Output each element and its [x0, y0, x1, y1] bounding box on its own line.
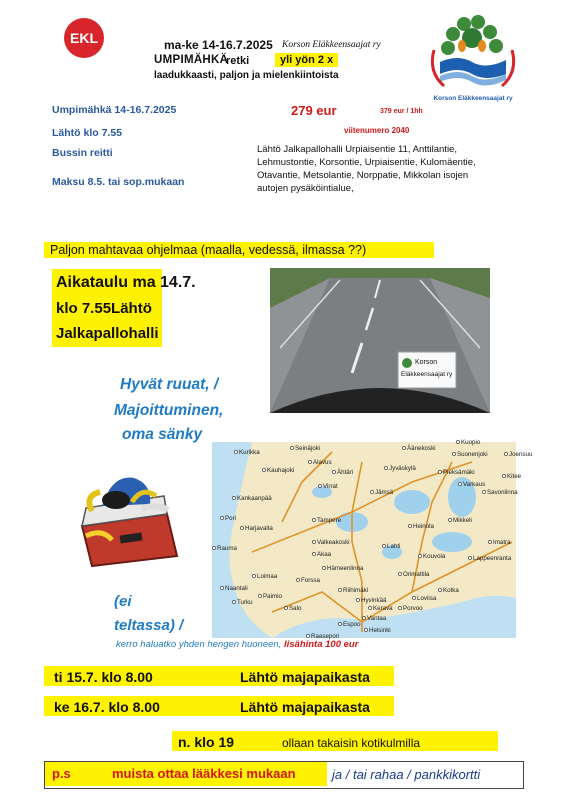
map-city-dot — [418, 554, 421, 557]
bus-route-label: Bussin reitti — [52, 147, 113, 159]
map-city-dot — [338, 622, 341, 625]
map-city-label: Lappeenranta — [473, 555, 512, 562]
map-city-label: Mikkeli — [453, 517, 472, 524]
map-city-dot — [408, 524, 411, 527]
day-2-event: Lähtö majapaikasta — [240, 699, 370, 715]
ekl-logo: EKL — [64, 18, 104, 58]
ps-money-reminder: ja / tai rahaa / pankkikortti — [332, 767, 481, 782]
map-city-dot — [502, 474, 505, 477]
road-photo — [270, 268, 490, 413]
map-city-dot — [332, 470, 335, 473]
map-city-label: Jyväskylä — [389, 465, 416, 472]
map-city-label: Kouvola — [423, 553, 446, 560]
schedule-line-1: Aikataulu ma 14.7. — [56, 274, 196, 291]
map-city-dot — [232, 496, 235, 499]
ps-medicine-reminder: muista ottaa lääkkesi mukaan — [112, 766, 296, 781]
map-city-label: Alavus — [313, 459, 332, 466]
single-room-note — [116, 639, 358, 650]
map-city-label: Seinäjoki — [295, 445, 321, 452]
map-city-label: Kotka — [443, 587, 459, 594]
map-city-label: Paimio — [263, 593, 282, 600]
program-highlight: Paljon mahtavaa ohjelmaa (maalla, vedessä, ilmassa ??) — [44, 242, 434, 258]
map-city-label: Valkeakoski — [317, 539, 350, 546]
benefit-food: Hyvät ruuat, / — [120, 376, 219, 393]
schedule-line-2: klo 7.55Lähtö — [56, 300, 152, 317]
trip-name: Umpimähkä 14-16.7.2025 — [52, 104, 177, 116]
map-city-label: Virrat — [323, 483, 338, 490]
single-room-text: kerro haluatko yhden hengen huoneen, — [116, 639, 282, 650]
map-city-label: Riihimäki — [343, 587, 369, 594]
return-text: ollaan takaisin kotikulmilla — [282, 736, 421, 750]
map-city-dot — [220, 516, 223, 519]
map-city-dot — [364, 628, 367, 631]
map-city-label: Rauma — [217, 545, 237, 552]
map-city-dot — [356, 598, 359, 601]
map-city-dot — [308, 460, 311, 463]
map-city-dot — [368, 606, 371, 609]
map-city-dot — [412, 596, 415, 599]
suitcase-illustration — [72, 456, 187, 571]
map-city-dot — [240, 526, 243, 529]
trip-dates: ma-ke 14-16.7.2025 — [164, 38, 273, 52]
map-city-label: Loimaa — [257, 573, 278, 580]
single-room-extra-price: lisähinta 100 eur — [283, 639, 359, 650]
map-city-label: Forssa — [301, 577, 320, 584]
map-city-dot — [296, 578, 299, 581]
return-time: n. klo 19 — [178, 734, 235, 750]
map-city-label: Heinola — [413, 523, 434, 530]
day-1-time: ti 15.7. klo 8.00 — [54, 669, 153, 685]
map-city-label: Lahti — [387, 543, 401, 550]
map-city-label: Pori — [225, 515, 237, 522]
logo-caption: Korson Eläkkeensaajat ry — [433, 95, 513, 102]
map-city-label: Turku — [237, 599, 253, 606]
map-city-label: Kurikka — [239, 449, 260, 456]
no-tent-line-1: (ei — [114, 593, 132, 610]
map-city-label: Kitee — [507, 473, 522, 480]
benefit-own-bed: oma sänky — [122, 426, 203, 443]
map-city-dot — [448, 518, 451, 521]
map-city-dot — [382, 544, 385, 547]
map-city-label: Suonenjoki — [457, 451, 488, 458]
map-city-dot — [252, 574, 255, 577]
map-city-dot — [438, 470, 441, 473]
map-city-label: Espoo — [343, 621, 361, 628]
map-city-dot — [504, 452, 507, 455]
map-city-label: Harjavalta — [245, 525, 273, 532]
map-city-dot — [362, 616, 365, 619]
map-city-dot — [306, 634, 309, 637]
payment-info: Maksu 8.5. tai sop.mukaan — [52, 176, 185, 188]
map-city-label: Raasepori — [311, 633, 340, 640]
no-tent-line-2: teltassa) / — [114, 617, 184, 634]
map-city-label: Salo — [289, 605, 302, 612]
map-city-dot — [212, 546, 215, 549]
benefit-accommodation: Majoittuminen, — [114, 402, 224, 419]
ps-label: p.s — [52, 766, 71, 781]
organization-name: Korson Eläkkeensaajat ry — [282, 40, 381, 50]
overnight-highlight: yli yön 2 x — [275, 53, 338, 67]
map-city-dot — [452, 452, 455, 455]
reference-number: viitenumero 2040 — [344, 126, 410, 135]
map-city-dot — [262, 468, 265, 471]
korso-association-logo — [418, 10, 528, 106]
map-city-label: Hyvinkää — [361, 597, 387, 604]
price: 279 eur — [291, 103, 337, 118]
trip-title-suffix: retki — [226, 55, 250, 67]
map-city-dot — [312, 540, 315, 543]
trip-subtitle: laadukkaasti, paljon ja mielenkiintoista — [154, 70, 339, 81]
map-city-label: Kauhajoki — [267, 467, 295, 474]
bus-route-text: Lähtö Jalkapallohalli Urpiaisentie 11, Anttilantie, Lehmustontie, Korsontie, Urpiaisentie, Kulomäentie, Otavantie, Metsolantie, Norppatie, Mikkolan isojen autojen pysäköintialue, — [257, 144, 476, 194]
trip-title: UMPIMÄHKÄ — [154, 54, 229, 66]
map-city-label: Vantaa — [367, 615, 387, 622]
map-city-label: Helsinki — [369, 627, 391, 634]
map-city-dot — [318, 484, 321, 487]
photo-sign-line-2: Eläkkeensaajat ry — [401, 371, 453, 378]
day-2-time: ke 16.7. klo 8.00 — [54, 699, 160, 715]
map-city-label: Naantali — [225, 585, 248, 592]
map-city-label: Loviisa — [417, 595, 437, 602]
map-city-dot — [456, 440, 459, 443]
map-city-label: Hämeenlinna — [327, 565, 364, 572]
map-city-dot — [384, 466, 387, 469]
schedule-line-3: Jalkapallohalli — [56, 325, 159, 342]
map-city-label: Pieksämäki — [443, 469, 475, 476]
map-city-label: Joensuu — [509, 451, 533, 458]
map-city-label: Kankaanpää — [237, 495, 272, 502]
map-city-label: Akaa — [317, 551, 332, 558]
map-city-dot — [482, 490, 485, 493]
map-city-dot — [284, 606, 287, 609]
map-city-dot — [488, 540, 491, 543]
map-city-dot — [398, 572, 401, 575]
map-city-dot — [234, 450, 237, 453]
map-city-dot — [290, 446, 293, 449]
photo-sign-line-1: Korson — [415, 359, 438, 366]
map-city-dot — [258, 594, 261, 597]
map-city-label: Imatra — [493, 539, 511, 546]
map-city-label: Kuopio — [461, 439, 481, 446]
map-city-dot — [232, 600, 235, 603]
map-city-dot — [458, 482, 461, 485]
map-city-label: Kerava — [373, 605, 393, 612]
finland-map — [212, 439, 533, 640]
map-city-dot — [468, 556, 471, 559]
map-city-dot — [398, 606, 401, 609]
map-city-dot — [322, 566, 325, 569]
map-city-label: Savonlinna — [487, 489, 518, 496]
map-city-label: Tampere — [317, 517, 342, 524]
map-city-dot — [312, 518, 315, 521]
map-city-label: Orimattila — [403, 571, 430, 578]
day-1-event: Lähtö majapaikasta — [240, 669, 370, 685]
map-city-label: Äänekoski — [407, 445, 436, 452]
map-city-dot — [438, 588, 441, 591]
map-city-dot — [338, 588, 341, 591]
map-city-label: Ähtäri — [337, 469, 354, 476]
map-city-dot — [402, 446, 405, 449]
map-city-label: Varkaus — [463, 481, 486, 488]
single-room-price: 379 eur / 1hh — [380, 108, 423, 115]
map-city-dot — [370, 490, 373, 493]
map-city-dot — [220, 586, 223, 589]
map-city-label: Jämsä — [375, 489, 394, 496]
map-city-dot — [312, 552, 315, 555]
departure-time: Lähtö klo 7.55 — [52, 127, 123, 139]
map-city-label: Porvoo — [403, 605, 423, 612]
